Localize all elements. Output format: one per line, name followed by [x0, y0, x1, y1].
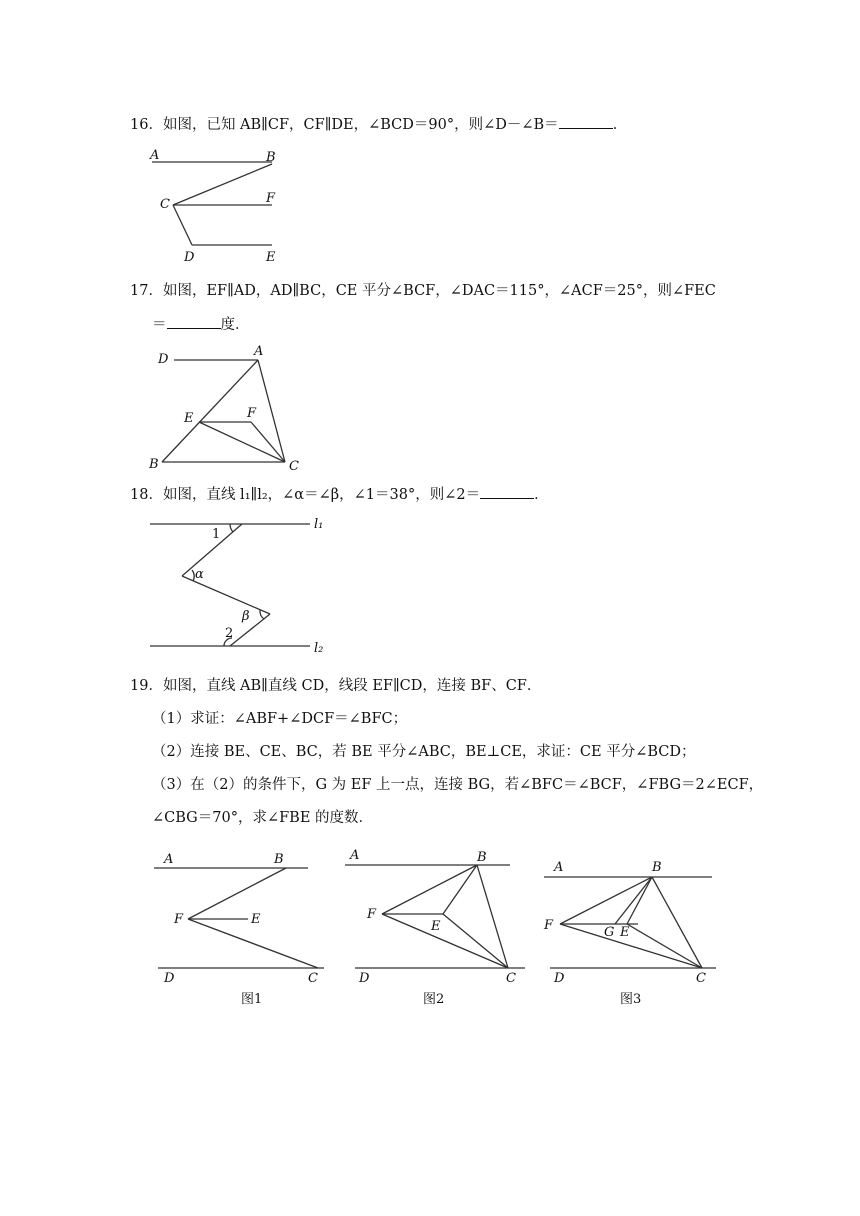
q16-text: 16．如图，已知 AB∥CF，CF∥DE，∠BCD＝90°，则∠D－∠B＝ ． — [130, 114, 627, 135]
q17-line1: 17．如图，EF∥AD，AD∥BC，CE 平分∠BCF，∠DAC＝115°，∠ACF＝25°，则∠FEC — [130, 283, 716, 299]
q17-figure — [140, 340, 310, 475]
q19-f1-label-e: E — [251, 912, 261, 927]
q19-f1-label-f: F — [174, 912, 184, 927]
q19-f3-label-e: E — [620, 925, 630, 940]
q19-f3-label-a: A — [554, 860, 564, 875]
q19-f2-label-f: F — [367, 907, 377, 922]
q19-figure3-caption: 图3 — [620, 992, 642, 1007]
q19-f1-label-a: A — [164, 852, 174, 867]
q18-text: 18．如图，直线 l₁∥l₂，∠α＝∠β，∠1＝38°，则∠2＝ ． — [130, 484, 549, 505]
q17-answer-blank[interactable] — [167, 314, 221, 329]
q19-part1: （1）求证：∠ABF+∠DCF＝∠BFC； — [152, 711, 408, 727]
q19-f2-label-a: A — [350, 848, 360, 863]
q16-label-b: B — [266, 150, 276, 165]
q19-figure2 — [340, 845, 530, 985]
q17-label-e: E — [184, 411, 194, 426]
q19-figure1-caption: 图1 — [241, 992, 263, 1007]
q19-figure2-caption: 图2 — [423, 992, 445, 1007]
q19-f3-label-b: B — [652, 860, 662, 875]
q16-label-c: C — [160, 197, 170, 212]
q16-label-e: E — [266, 250, 276, 265]
q17-label-d: D — [158, 352, 169, 367]
q19-part3: （3）在（2）的条件下，G 为 EF 上一点，连接 BG，若∠BFC＝∠BCF，∠FBG＝2∠ECF， — [152, 777, 764, 793]
q18-label-angle1: 1 — [212, 527, 221, 542]
q18-figure — [140, 510, 340, 660]
q18-label-l2: l₂ — [314, 641, 324, 656]
q19-f3-label-g: G — [604, 925, 615, 940]
q19-figure1 — [148, 845, 338, 985]
q16-answer-blank[interactable] — [559, 114, 613, 129]
q19-f3-label-d: D — [554, 971, 565, 985]
q19-f3-label-c: C — [696, 971, 706, 985]
q19-f2-label-b: B — [477, 850, 487, 865]
q19-f1-label-b: B — [274, 852, 284, 867]
q18-stem: 18．如图，直线 l₁∥l₂，∠α＝∠β，∠1＝38°，则∠2＝ — [130, 487, 481, 503]
q19-f1-label-d: D — [164, 971, 175, 985]
q19-figure3 — [538, 845, 728, 985]
q16-figure — [140, 142, 300, 267]
q16-stem: 16．如图，已知 AB∥CF，CF∥DE，∠BCD＝90°，则∠D－∠B＝ — [130, 117, 559, 133]
q19-line1: 19．如图，直线 AB∥直线 CD，线段 EF∥CD，连接 BF、CF． — [130, 678, 542, 694]
q19-part3-cont: ∠CBG＝70°，求∠FBE 的度数． — [152, 810, 374, 826]
q17-line2: ＝ 度． — [152, 314, 250, 335]
q18-label-beta: β — [242, 609, 250, 624]
q19-f2-label-e: E — [431, 919, 441, 934]
q19-f3-label-f: F — [544, 918, 554, 933]
q18-answer-blank[interactable] — [480, 484, 534, 499]
q18-label-angle2: 2 — [225, 626, 234, 641]
q18-label-l1: l₁ — [314, 517, 324, 532]
q19-f2-label-c: C — [506, 971, 516, 985]
q17-label-f: F — [247, 406, 257, 421]
q17-label-b: B — [149, 457, 159, 472]
q19-part2: （2）连接 BE、CE、BC，若 BE 平分∠ABC，BE⊥CE，求证：CE 平分∠BCD； — [152, 744, 696, 760]
q19-f2-label-d: D — [359, 971, 370, 985]
q16-label-d: D — [184, 250, 195, 265]
q18-label-alpha: α — [195, 567, 204, 582]
q17-label-c: C — [289, 459, 299, 474]
q19-f1-label-c: C — [308, 971, 318, 985]
q16-label-a: A — [150, 148, 160, 163]
q17-label-a: A — [254, 344, 264, 359]
q16-label-f: F — [266, 191, 276, 206]
